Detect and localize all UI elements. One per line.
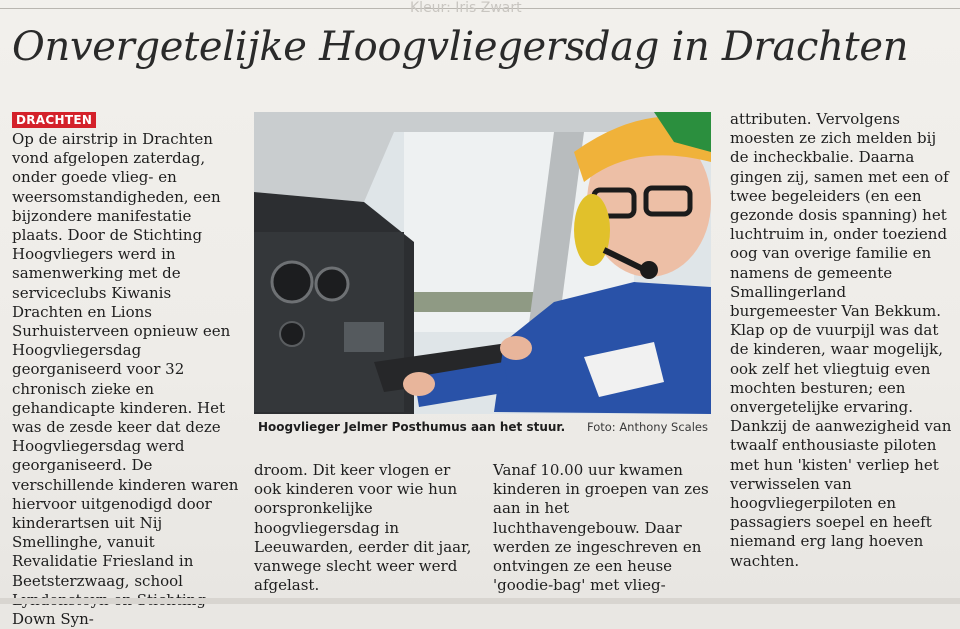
article-photo xyxy=(254,112,711,414)
bleed-through-text: Kleur: Iris Zwart xyxy=(410,0,522,16)
column-1-text: Op de airstrip in Drachten vond afgelopen zaterdag, onder goede vlieg- en weersomstandigheden, een bijzondere manifestatie plaats. Door de Stichting Hoogvliegers werd in samenwerking met de serviceclubs Kiwanis Drachten en Lions Surhuisterveen opnieuw een Hoogvliegersdag georganiseerd voor 32 chronisch zieke en gehandicapte kinderen. Het was de zesde keer dat deze Hoogvliegersdag werd georganiseerd. De verschillende kinderen waren hiervoor uitgenodigd door kinderartsen uit Nij Smellinghe, vanuit Revalidatie Friesland in Beetsterzwaag, school Down Syn- xyxy=(12,130,239,629)
headline: Onvergetelijke Hoogvliegersdag in Drachten xyxy=(12,24,909,70)
bottom-rule xyxy=(0,598,960,604)
location-kicker: DRACHTEN xyxy=(12,112,96,128)
column-4 xyxy=(730,110,952,571)
column-1 xyxy=(12,110,244,629)
column-2-text: droom. Dit keer vlogen er ook kinderen voor wie hun oorspronkelijke hoogvliegersdag in Leeuwarden, eerder dit jaar, vanwege slecht weer werd afgelast. xyxy=(254,461,472,595)
photo-caption: Hoogvlieger Jelmer Posthumus aan het stuur. xyxy=(258,420,566,434)
column-3-text: Vanaf 10.00 uur kwamen kinderen in groepen van zes aan in het luchthavengebouw. Daar werden ze ingeschreven en ontvingen ze een heuse 'goodie-bag' met vlieg- xyxy=(493,461,709,595)
photo-caption-row xyxy=(258,420,710,438)
photo-credit: Foto: Anthony Scales xyxy=(587,420,708,434)
column-4-text: attributen. Vervolgens moesten ze zich melden bij de incheckbalie. Daarna gingen zij, samen met een of twee begeleiders (en een gezonde dosis spanning) het luchtruim in, onder toeziend oog van overige familie en namens de gemeente Smallingerland burgemeester Van Bekkum. Klap op de vuurpijl was dat de kinderen, waar mogelijk, ook zelf het vliegtuig even mochten besturen; een onvergetelijke ervaring. Dankzij de aanwezigheid van twaalf enthousiaste piloten met hun 'kisten' verliep het verwisselen van hoogvliegerpiloten en passagiers soepel en heeft niemand erg lang hoeven wachten. xyxy=(730,110,952,570)
column-2 xyxy=(254,461,482,595)
column-3 xyxy=(493,461,715,595)
boy-in-cockpit-photo xyxy=(254,112,711,414)
